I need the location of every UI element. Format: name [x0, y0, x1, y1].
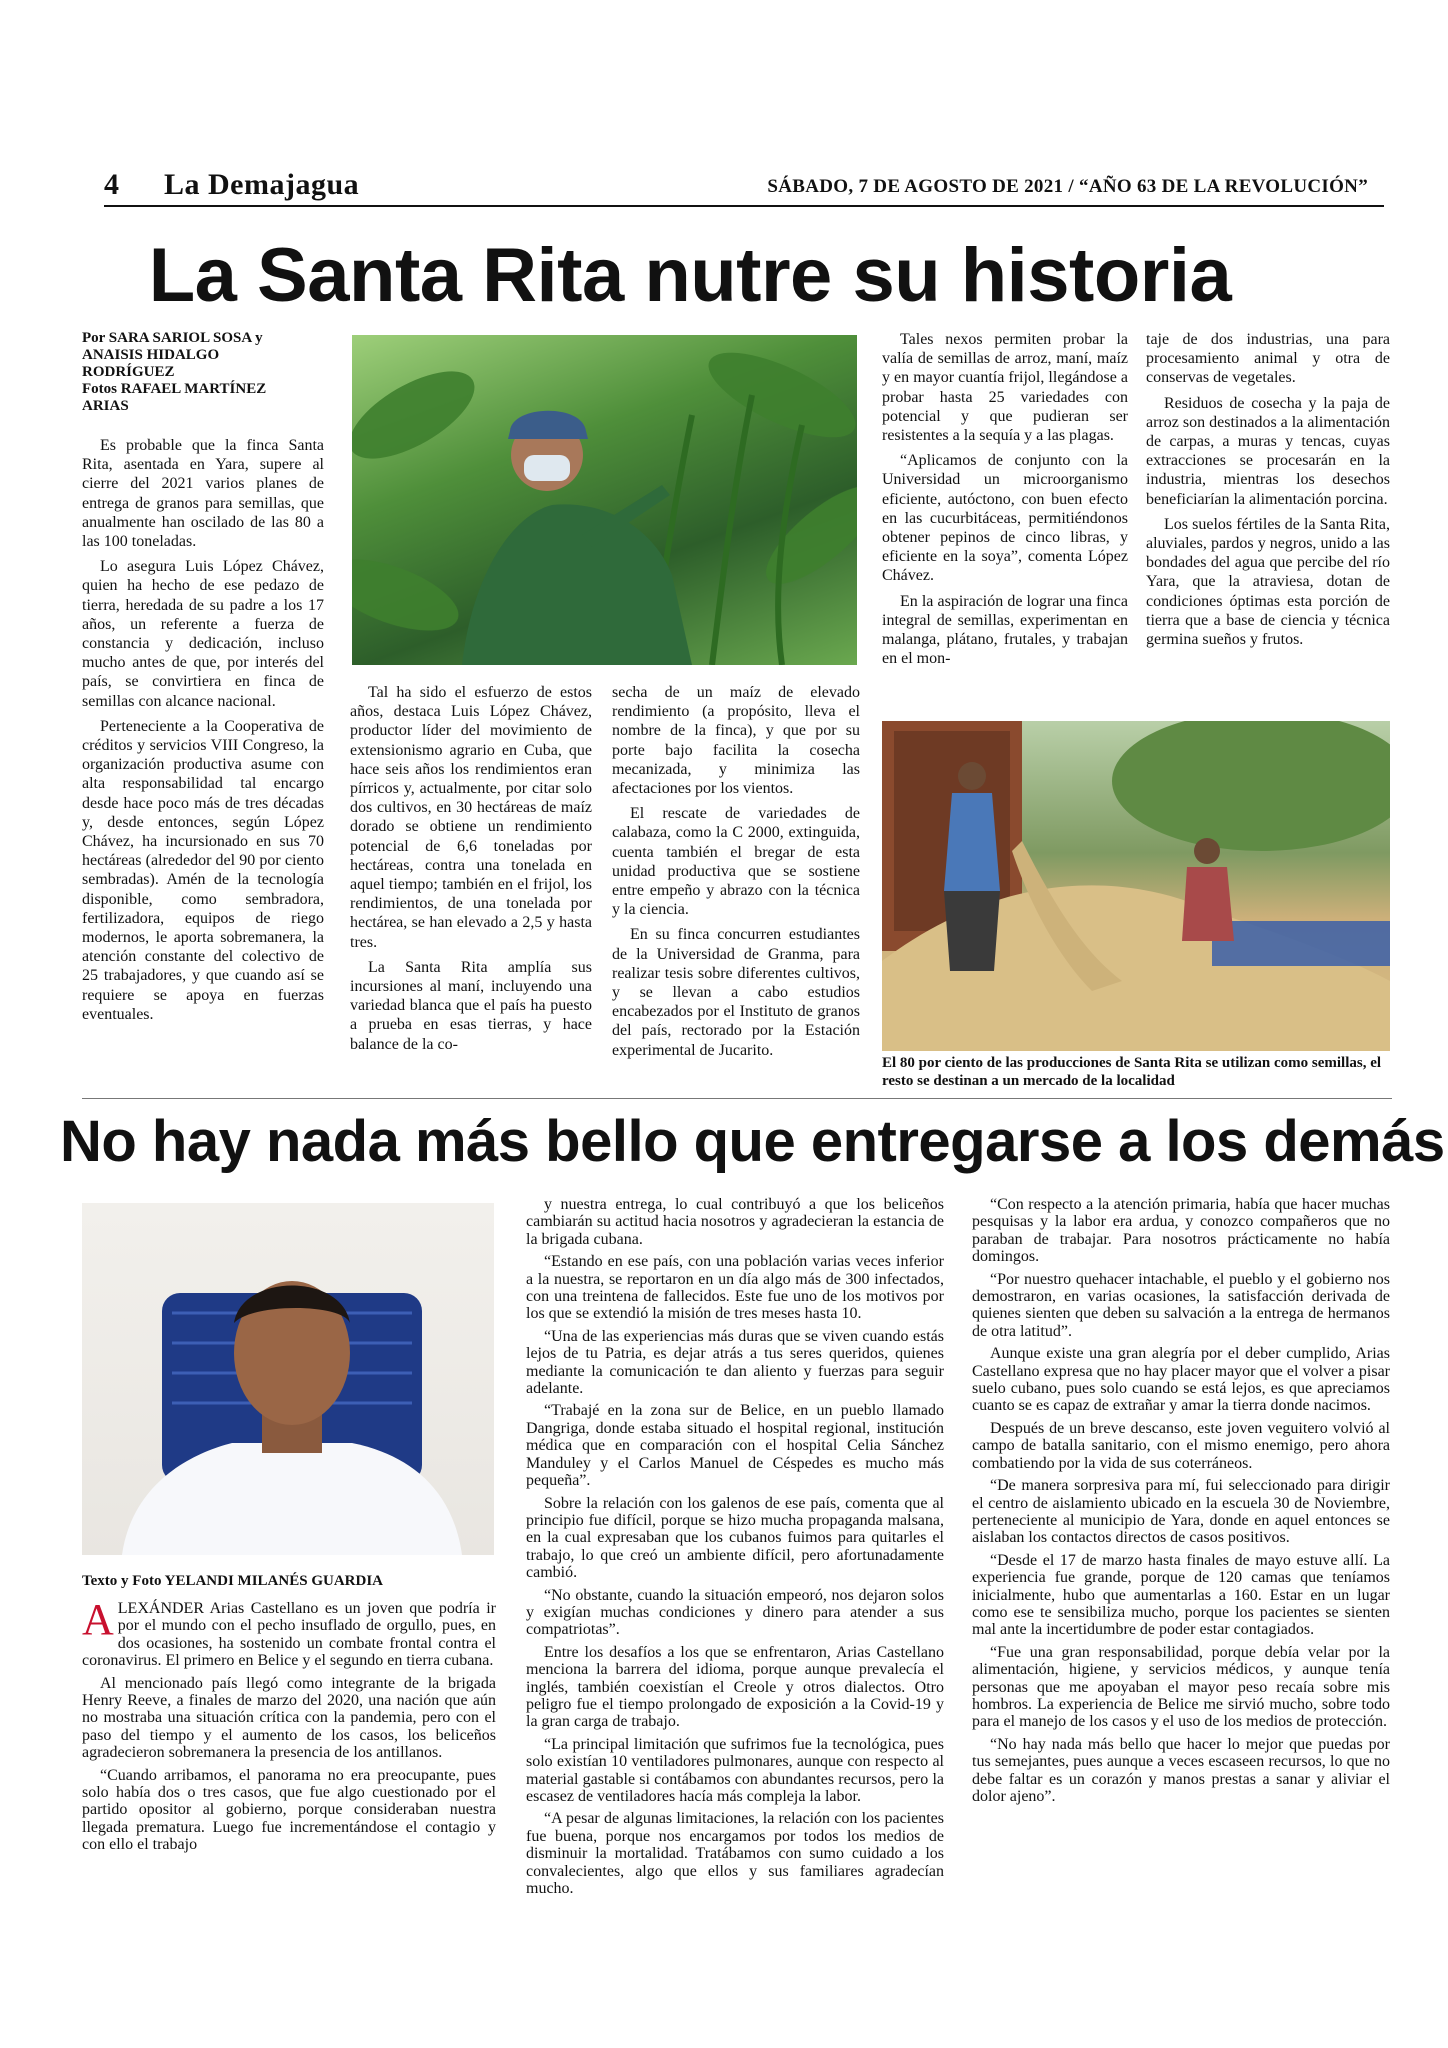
- byline-line: RODRÍGUEZ: [82, 364, 175, 380]
- paragraph: Sobre la relación con los galenos de ese país, comenta que al principio fue difícil, porque se hizo mucha propaganda malsana, en la cual expresaban que los cubanos fuimos para quitarles el trabajo, lo que creó un ambiente difícil, pero afortunadamente cambió.: [526, 1494, 944, 1582]
- farmer-photo-illustration: [352, 335, 857, 665]
- byline-line: ANAISIS HIDALGO: [82, 347, 220, 363]
- paragraph: “Aplicamos de conjunto con la Universidad un microorganismo eficiente, autóctono, con buen efecto en las cucurbitáceas, permitiéndonos obtener pepinos de cinco libras, y eficiente en la soya”, comenta López Chávez.: [882, 452, 1128, 585]
- paragraph: Después de un breve descanso, este joven veguitero volvió al campo de batalla sanitario, con el mismo enemigo, pero ahora combatiendo por la vida de sus coterráneos.: [972, 1419, 1390, 1472]
- paragraph: “Fue una gran responsabilidad, porque debía velar por la alimentación, higiene, y servicios médicos, y aunque tenía personas que me apoyaban el mayor peso recaía sobre mis hombros. La experiencia de Belice me sirvió mucho, sobre todo para el manejo de los casos y el uso de los medios de protección.: [972, 1643, 1390, 1731]
- paragraph: taje de dos industrias, una para procesamiento animal y otra de conservas de vegetales.: [1146, 331, 1390, 387]
- byline-line: Por SARA SARIOL SOSA y: [82, 330, 263, 346]
- lead-paragraph: [82, 1595, 496, 1670]
- article2-col1: [82, 1595, 496, 1859]
- paragraph: Residuos de cosecha y la paja de arroz son destinados a la alimentación de carpas, a muras y tencas, cuyas extracciones se procesarán en la industria, mientras los desechos beneficiarían la alimentación porcina.: [1146, 394, 1390, 508]
- paragraph: “No obstante, cuando la situación empeoró, nos dejaron solos y exigían muchas condiciones y dinero para atender a sus compatriotas”.: [526, 1586, 944, 1639]
- article2-byline: Texto y Foto YELANDI MILANÉS GUARDIA: [82, 1573, 383, 1589]
- paragraph: “No hay nada más bello que hacer lo mejor que puedas por tus semejantes, pues aunque a veces escaseen recursos, lo que no debe faltar es un corazón y manos prestas a sanar y aliviar el dolor ajeno”.: [972, 1735, 1390, 1805]
- portrait-photo: [82, 1203, 494, 1555]
- paragraph: Aunque existe una gran alegría por el deber cumplido, Arias Castellano expresa que no hay placer mayor que el volver a pisar suelo cubano, pues solo cuando se está lejos, es que apreciamos cuanto se es capaz de extrañar y amar la tierra donde nacimos.: [972, 1345, 1390, 1415]
- byline-line: ARIAS: [82, 398, 129, 414]
- paragraph: secha de un maíz de elevado rendimiento (a propósito, lleva el nombre de la finca), y que por su porte bajo facilita la cosecha mecanizada, y minimiza las afectaciones por los vientos.: [612, 684, 860, 798]
- article1-byline: [82, 330, 322, 415]
- grain-photo: [882, 721, 1390, 1051]
- paragraph: y nuestra entrega, lo cual contribuyó a que los beliceños cambiarán su actitud hacia nosotros y agradecieran la estancia de la brigada cubana.: [526, 1196, 944, 1248]
- article2-col2: [526, 1196, 944, 1902]
- masthead: La Demajagua: [164, 168, 360, 201]
- paragraph: “Desde el 17 de marzo hasta finales de mayo estuve allí. La experiencia fue grande, porque de 120 camas que teníamos inicialmente, hubo que aumentarlas a 160. Estar en un lugar como ese te sensibiliza mucho, porque los pacientes se sienten mal ante la incertidumbre de poder estar contagiados.: [972, 1551, 1390, 1639]
- paragraph: Entre los desafíos a los que se enfrentaron, Arias Castellano menciona la barrera del idioma, porque aunque prevalecía el inglés, también coexistían el Creole y otros dialectos. Otro peligro fue el tiempo prolongado de exposición a la Covid-19 y la gran carga de trabajo.: [526, 1643, 944, 1731]
- paragraph: Tal ha sido el esfuerzo de estos años, destaca Luis López Chávez, productor líder del movimiento de extensionismo agrario en Cuba, que hace seis años los rendimientos eran pírricos y, actualmente, por citar solo dos cultivos, en 30 hectáreas de maíz dorado se obtiene un rendimiento potencial de 6,6 toneladas por hectáreas, contra una tonelada en aquel tiempo; también en el frijol, los rendimientos, de una tonelada por hectárea, se han elevado a 2,5 y hasta tres.: [350, 684, 592, 951]
- page-number: 4: [104, 168, 119, 201]
- farmer-photo: [352, 335, 857, 665]
- header-rule: [104, 205, 1384, 207]
- paragraph: “Cuando arribamos, el panorama no era preocupante, pues solo había dos o tres casos, que fue algo cuestionado por el partido opositor al gobierno, porque consideraban nuestra llegada prematura. Luego fue incrementándose el contagio y con ello el trabajo: [82, 1766, 496, 1854]
- paragraph: Los suelos fértiles de la Santa Rita, aluviales, pardos y negros, unido a las bondades del agua que percibe del río Yara, que la atraviesa, dotan de condiciones óptimas esta porción de tierra que a base de ciencia y técnica germina sueños y frutos.: [1146, 515, 1390, 649]
- header-date: SÁBADO, 7 DE AGOSTO DE 2021 / “AÑO 63 DE LA REVOLUCIÓN”: [767, 176, 1368, 197]
- portrait-illustration: [82, 1203, 494, 1555]
- paragraph: En su finca concurren estudiantes de la Universidad de Granma, para realizar tesis sobre diferentes cultivos, y se llevan a cabo estudios encabezados por el Instituto de granos del país, rectorado por la Estación experimental de Jucarito.: [612, 926, 860, 1059]
- paragraph: Lo asegura Luis López Chávez, quien ha hecho de ese pedazo de tierra, heredada de su padre a los 17 años, un referente a fuerza de constancia y dedicación, incluso mucho antes de que, por interés del país, se convirtiera en finca de semillas con alcance nacional.: [82, 558, 324, 710]
- paragraph: “La principal limitación que sufrimos fue la tecnológica, pues solo existían 10 ventiladores pulmonares, aunque con respecto al material gastable si contábamos con abundantes recursos, pero la escasez de ventiladores hacía más compleja la labor.: [526, 1735, 944, 1805]
- paragraph: Al mencionado país llegó como integrante de la brigada Henry Reeve, a finales de marzo del 2020, una nación que aún no mostraba una situación crítica con la pandemia, pero con el paso del tiempo y el aumento de los casos, los beliceños agradecieron sobremanera la presencia de los antillanos.: [82, 1674, 496, 1762]
- paragraph: “Por nuestro quehacer intachable, el pueblo y el gobierno nos demostraron, en varias ocasiones, la satisfacción derivada de quienes sienten que deben su salvación a la entrega de hermanos de otra latitud”.: [972, 1270, 1390, 1340]
- paragraph: Tales nexos permiten probar la valía de semillas de arroz, maní, maíz y en mayor cuantía frijol, llegándose a probar hasta 25 variedades con potencial y que pudieran ser resistentes a la sequía y a las plagas.: [882, 331, 1128, 445]
- article1-headline: La Santa Rita nutre su historia: [148, 233, 1232, 318]
- grain-photo-illustration: [882, 721, 1390, 1051]
- article2-headline: No hay nada más bello que entregarse a los demás: [60, 1109, 1445, 1174]
- section-divider: [82, 1098, 1392, 1099]
- paragraph: En la aspiración de lograr una finca integral de semillas, experimentan en malanga, plátano, frutales, y trabajan en el mon-: [882, 592, 1128, 668]
- paragraph: Es probable que la finca Santa Rita, asentada en Yara, supere al cierre del 2021 varios planes de entrega de granos para semillas, que anualmente han oscilado de las 80 a las 100 toneladas.: [82, 437, 324, 551]
- article1-col1: [82, 436, 324, 1030]
- paragraph: Perteneciente a la Cooperativa de créditos y servicios VIII Congreso, la organización productiva asume con alta responsabilidad tal encargo desde hace poco más de tres décadas y, desde entonces, según López Chávez, ha incursionado en sus 70 hectáreas (alrededor del 90 por ciento sembradas). Amén de la tecnología disponible, como sembradora, fertilizadora, equipos de riego modernos, le aporta sobremanera, la atención constante del colectivo de 25 trabajadores, y que cuando así se requiere se apoya en fuerzas eventuales.: [82, 717, 324, 1023]
- article1-col3: [612, 683, 860, 1066]
- article1-col4: [882, 330, 1128, 674]
- drop-cap: A: [82, 1595, 114, 1644]
- paragraph: “Con respecto a la atención primaria, había que hacer muchas pesquisas y la labor era ardua, y conozco compañeros que no paraban de trabajar. Para nosotros prácticamente no había domingos.: [972, 1196, 1390, 1266]
- paragraph: El rescate de variedades de calabaza, como la C 2000, extinguida, cuenta también el bregar de esta unidad productiva que se sostiene entre empeño y abrazo con la técnica y la ciencia.: [612, 805, 860, 919]
- article1-col5: [1146, 330, 1390, 655]
- paragraph: “De manera sorpresiva para mí, fui seleccionado para dirigir el centro de aislamiento ubicado en la escuela 30 de Noviembre, perteneciente al municipio de Yara, donde en aquel entonces se aislaban los contactos directos de casos positivos.: [972, 1477, 1390, 1547]
- grain-photo-caption: El 80 por ciento de las producciones de Santa Rita se utilizan como semillas, el resto se destinan a un mercado de la localidad: [882, 1055, 1382, 1089]
- byline-line: Fotos RAFAEL MARTÍNEZ: [82, 381, 267, 397]
- article1-col2: [350, 683, 592, 1060]
- paragraph: “Estando en ese país, con una población varias veces inferior a la nuestra, se reportaron en un día algo más de 300 infectados, con una treintena de fallecidos. Este fue uno de los motivos por los que se extendió la misión de tres meses hasta 10.: [526, 1253, 944, 1323]
- article2-col3: [972, 1196, 1390, 1810]
- paragraph: La Santa Rita amplía sus incursiones al maní, incluyendo una variedad blanca que el país ha puesto a prueba en esas tierras, y hace balance de la co-: [350, 958, 592, 1053]
- lead-text: LEXÁNDER Arias Castellano es un joven que podría ir por el mundo con el pecho insuflado de orgullo, pues, en dos ocasiones, ha sostenido un combate frontal contra el coronavirus. El primero en Belice y el segundo en tierra cubana.: [82, 1600, 496, 1670]
- paragraph: “Trabajé en la zona sur de Belice, en un pueblo llamado Dangriga, donde estaba situado el hospital regional, institución médica que en comparación con el hospital Celia Sánchez Manduley y el Carlos Manuel de Céspedes es mucho más pequeña”.: [526, 1402, 944, 1490]
- paragraph: “Una de las experiencias más duras que se viven cuando estás lejos de tu Patria, es dejar atrás a tus seres queridos, quienes mediante la comunicación te dan aliento y fuerzas para seguir adelante.: [526, 1327, 944, 1398]
- paragraph: “A pesar de algunas limitaciones, la relación con los pacientes fue buena, porque nos encargamos por todos los medios de disminuir la mortalidad. Tratábamos con sumo cuidado a los convalecientes, algo que ellos y sus familiares agradecían mucho.: [526, 1810, 944, 1898]
